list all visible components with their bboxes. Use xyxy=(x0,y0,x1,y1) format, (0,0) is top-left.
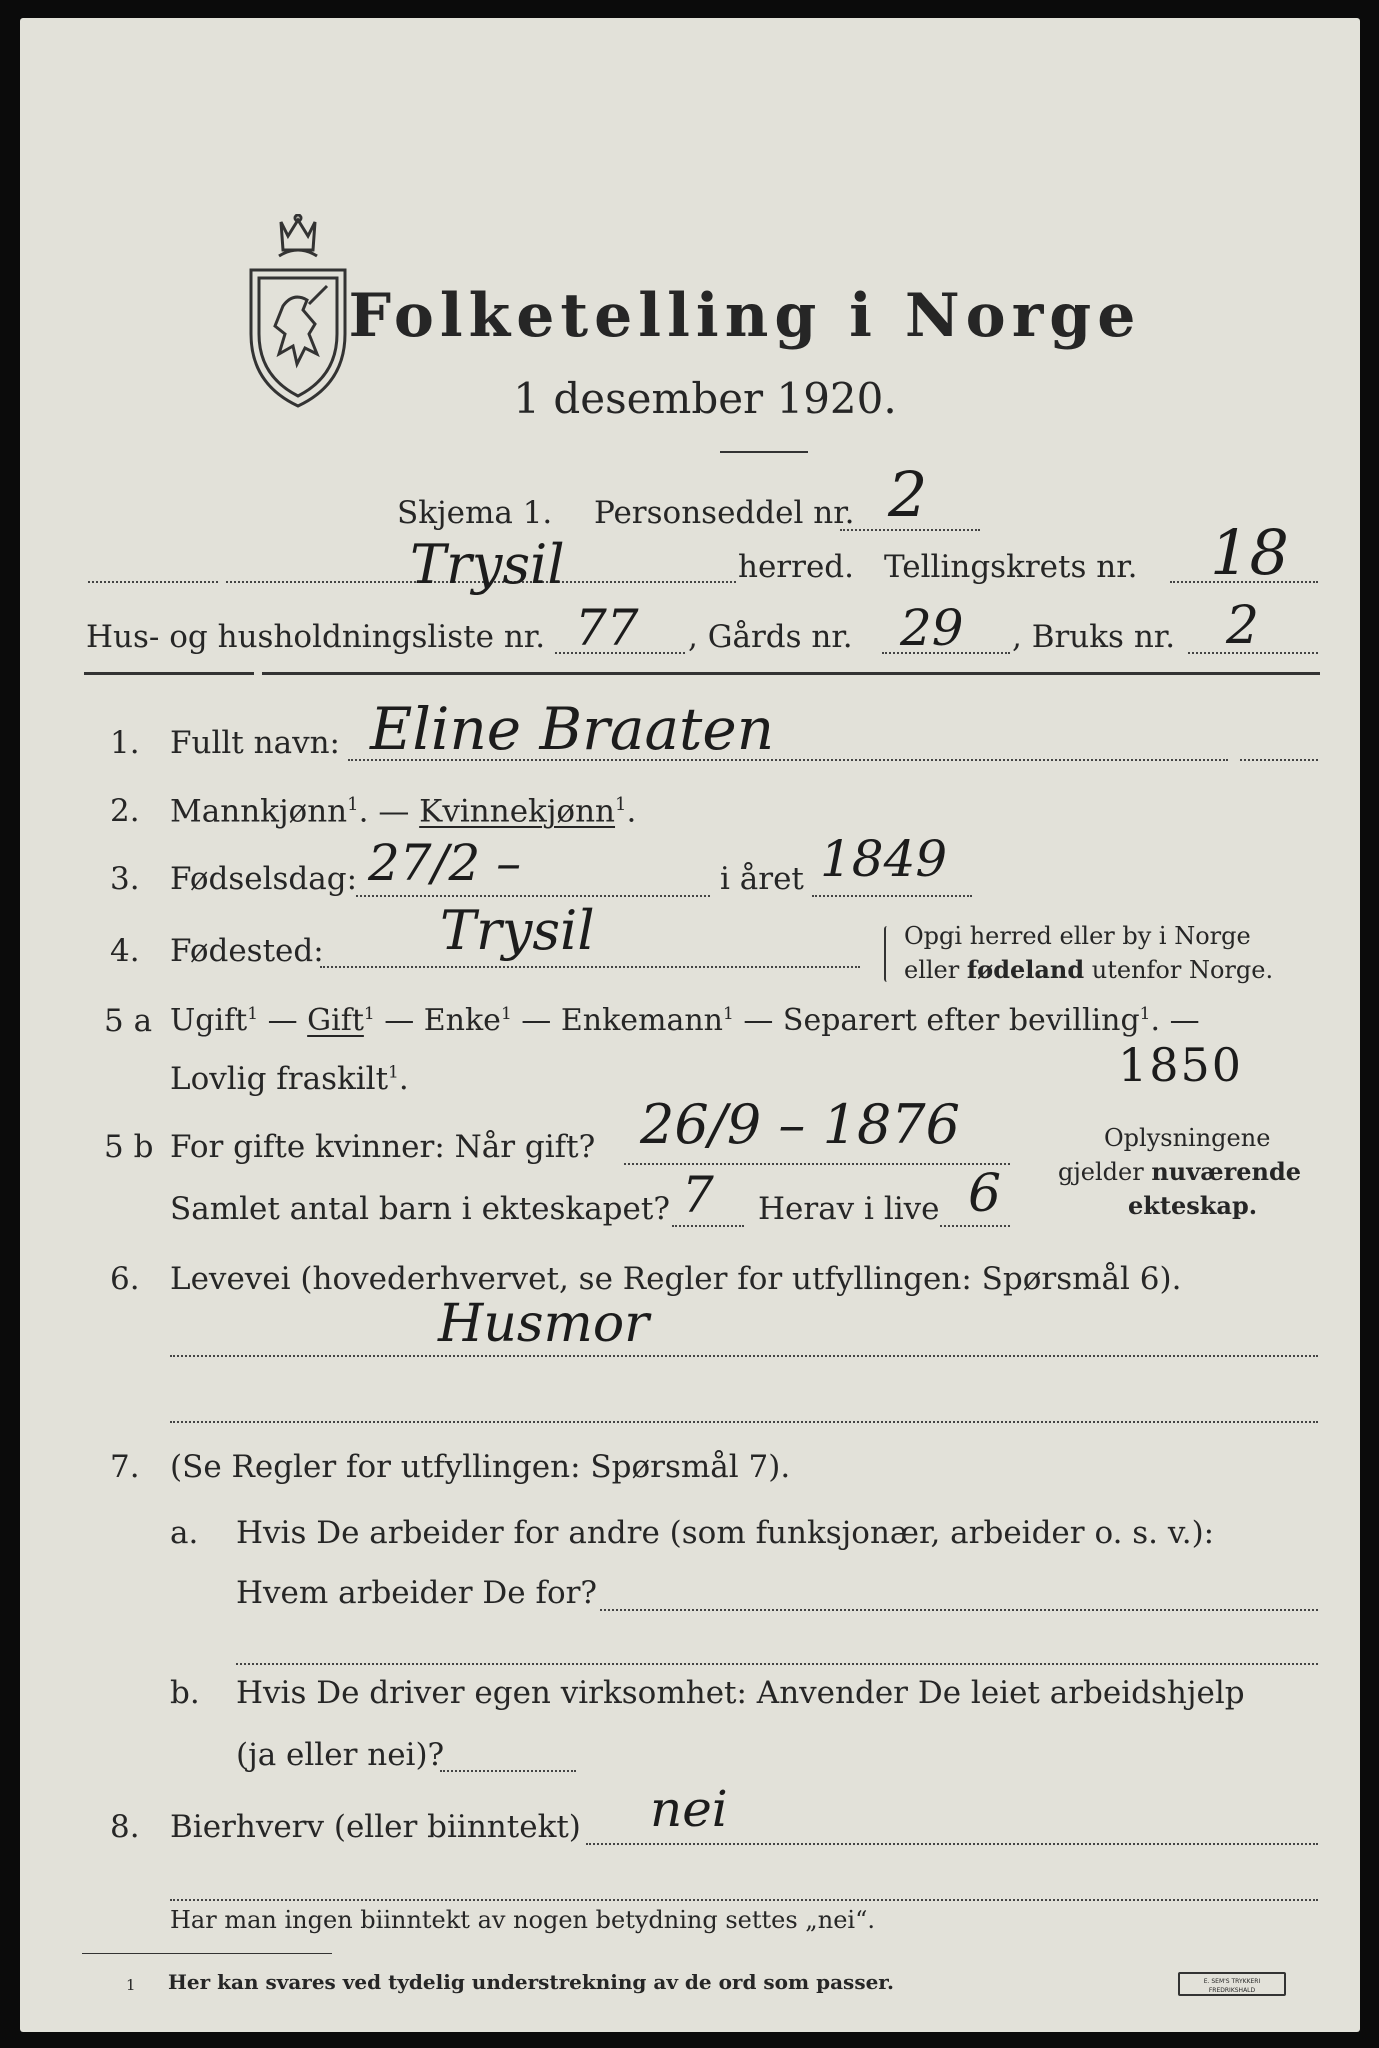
q7a-line-2 xyxy=(236,1663,1318,1665)
q5b-label: For gifte kvinner: Når gift? xyxy=(170,1129,596,1165)
personseddel-label: Personseddel nr. xyxy=(594,495,855,531)
q7a-line-1 xyxy=(600,1609,1318,1611)
q5b-live-line xyxy=(940,1225,1010,1227)
q4-note-2 xyxy=(904,955,1274,984)
q7b-line xyxy=(440,1770,576,1772)
q2-end: . xyxy=(626,793,637,830)
tellingskrets-label: Tellingskrets nr. xyxy=(884,549,1138,585)
q8-label: Bierhverv (eller biinntekt) xyxy=(170,1809,581,1845)
q5a-lovlig-text: Lovlig fraskilt xyxy=(170,1061,389,1097)
q5b-live-label: Herav i live xyxy=(758,1191,940,1227)
q7a-text: Hvis De arbeider for andre (som funksjonær, arbeider o. s. v.): xyxy=(236,1515,1215,1551)
herred-line-left xyxy=(88,581,218,583)
q5a-sup-3: 1 xyxy=(500,1004,512,1024)
hus-label: Hus- og husholdningsliste nr. xyxy=(86,619,546,655)
census-form xyxy=(20,18,1360,2032)
q5a-dash-3: — xyxy=(511,1003,561,1038)
q5a-sup-4: 1 xyxy=(722,1004,734,1024)
q7a-letter: a. xyxy=(170,1515,199,1551)
q4-label: Fødested: xyxy=(170,933,324,969)
skjema-label: Skjema 1. xyxy=(397,495,553,531)
q3-line xyxy=(356,895,710,897)
q5b-line xyxy=(624,1163,1010,1165)
q3-aaret-line xyxy=(812,895,972,897)
q6-line-2 xyxy=(170,1421,1318,1423)
q5a-enkemann: Enkemann xyxy=(560,1003,723,1038)
q5a-sup-5: 1 xyxy=(1139,1004,1151,1024)
q5a-sup-1: 1 xyxy=(247,1004,259,1024)
herred-value: Trysil xyxy=(410,533,565,596)
q5a-dash-4: — xyxy=(733,1003,783,1038)
header-rule-left xyxy=(84,672,254,675)
footer-note: Har man ingen biinntekt av nogen betydning settes „nei“. xyxy=(170,1906,875,1934)
q5a-end: . — xyxy=(1150,1003,1200,1038)
q3-aaret-label: i året xyxy=(720,861,804,897)
q5a-sup-6: 1 xyxy=(388,1062,399,1083)
q5a-dash-1: — xyxy=(258,1003,308,1038)
q4-value: Trysil xyxy=(440,899,595,962)
header-rule xyxy=(262,672,1320,675)
q2-separator: . — xyxy=(358,793,420,830)
q3-value: 27/2 – xyxy=(368,834,522,892)
q5b-note-1: Oplysningene xyxy=(1104,1124,1271,1152)
q5a-sup-2: 1 xyxy=(363,1004,375,1024)
q2-number: 2. xyxy=(110,793,140,829)
q5a-gift: Gift xyxy=(307,1003,364,1038)
q7b-letter: b. xyxy=(170,1675,200,1711)
q5a-ugift: Ugift xyxy=(170,1003,248,1038)
q5b-barn-label: Samlet antal barn i ekteskapet? xyxy=(170,1191,670,1227)
gards-label: , Gårds nr. xyxy=(688,619,853,655)
tellingskrets-value: 18 xyxy=(1210,516,1289,589)
q3-label: Fødselsdag: xyxy=(170,861,358,897)
q1-line-end xyxy=(1240,759,1318,761)
q8-line-2 xyxy=(170,1899,1318,1901)
q1-value: Eline Braaten xyxy=(370,695,775,763)
q2-male-sup: 1 xyxy=(347,794,359,815)
q5b-barn-value: 7 xyxy=(682,1166,714,1224)
q7b-question: (ja eller nei)? xyxy=(236,1737,445,1773)
q4-note-2c: utenfor Norge. xyxy=(1084,956,1274,984)
footnote-text xyxy=(168,1972,894,1992)
herred-label: herred. xyxy=(738,549,854,585)
q1-number: 1. xyxy=(110,725,140,761)
q3-aaret-value: 1849 xyxy=(820,830,948,888)
q2-female: Kvinnekjønn xyxy=(419,793,616,830)
q5a-enke: Enke xyxy=(423,1003,501,1038)
q5a-number: 5 a xyxy=(104,1003,153,1039)
q3-number: 3. xyxy=(110,861,140,897)
q5b-note-3: ekteskap. xyxy=(1128,1191,1258,1220)
footnote-number: 1 xyxy=(126,1976,136,1994)
q5b-note-2a: gjelder xyxy=(1058,1158,1152,1186)
footnote-a: Her kan svares ved xyxy=(168,1970,389,1994)
q8-line xyxy=(586,1843,1318,1845)
q2-female-sup: 1 xyxy=(615,794,627,815)
q4-number: 4. xyxy=(110,933,140,969)
q4-line xyxy=(320,966,860,968)
footnote-b: tydelig understrekning xyxy=(388,1970,647,1994)
gards-value: 29 xyxy=(900,599,964,657)
title-divider xyxy=(720,451,808,453)
q2-male: Mannkjønn xyxy=(170,793,348,830)
hus-value: 77 xyxy=(575,599,639,657)
q6-label: Levevei (hovederhvervet, se Regler for utfyllingen: Spørsmål 6). xyxy=(170,1261,1182,1297)
q5b-note-2 xyxy=(1058,1157,1302,1186)
q7a-question: Hvem arbeider De for? xyxy=(236,1575,598,1611)
footnote-c: av de ord som passer. xyxy=(646,1970,894,1994)
footer-rule xyxy=(82,1953,332,1954)
q5a-lovlig xyxy=(170,1061,409,1097)
q7-label: (Se Regler for utfyllingen: Spørsmål 7). xyxy=(170,1449,791,1485)
q1-label: Fullt navn: xyxy=(170,725,340,761)
q5b-number: 5 b xyxy=(104,1129,154,1165)
bruks-value: 2 xyxy=(1226,596,1260,656)
q6-number: 6. xyxy=(110,1261,140,1297)
q4-note-1: Opgi herred eller by i Norge xyxy=(904,922,1251,950)
form-title: Folketelling i Norge xyxy=(348,281,1142,351)
q5a-annotation: 1850 xyxy=(1118,1038,1244,1092)
q2-sex xyxy=(170,793,637,830)
q5a-lovlig-end: . xyxy=(398,1061,409,1097)
personseddel-value: 2 xyxy=(888,458,928,531)
q5a-dash-2: — xyxy=(374,1003,424,1038)
q7-number: 7. xyxy=(110,1449,140,1485)
bruks-label: , Bruks nr. xyxy=(1012,619,1176,655)
q4-note-2a: eller xyxy=(904,956,967,984)
printer-stamp-line-2: FREDRIKSHALD xyxy=(1208,1987,1256,1994)
q5b-note-2b: nuværende xyxy=(1151,1157,1302,1186)
form-date: 1 desember 1920. xyxy=(513,374,897,423)
printer-stamp xyxy=(1178,1972,1286,1996)
q5b-live-value: 6 xyxy=(968,1164,1002,1224)
q4-brace xyxy=(884,926,892,982)
printer-stamp-line-1: E. SEM'S TRYKKERI xyxy=(1203,1978,1261,1985)
q5b-value: 26/9 – 1876 xyxy=(640,1093,961,1156)
q5a-status xyxy=(170,1003,1200,1038)
q8-number: 8. xyxy=(110,1809,140,1845)
q7b-text: Hvis De driver egen virksomhet: Anvender De leiet arbeidshjelp xyxy=(236,1675,1245,1711)
q5a-separert: Separert efter bevilling xyxy=(782,1003,1140,1038)
q6-line-1 xyxy=(170,1355,1318,1357)
q4-note-2b: fødeland xyxy=(966,955,1085,984)
q8-value: nei xyxy=(650,1780,728,1838)
q6-value: Husmor xyxy=(438,1294,649,1354)
q5b-barn-line xyxy=(672,1225,744,1227)
